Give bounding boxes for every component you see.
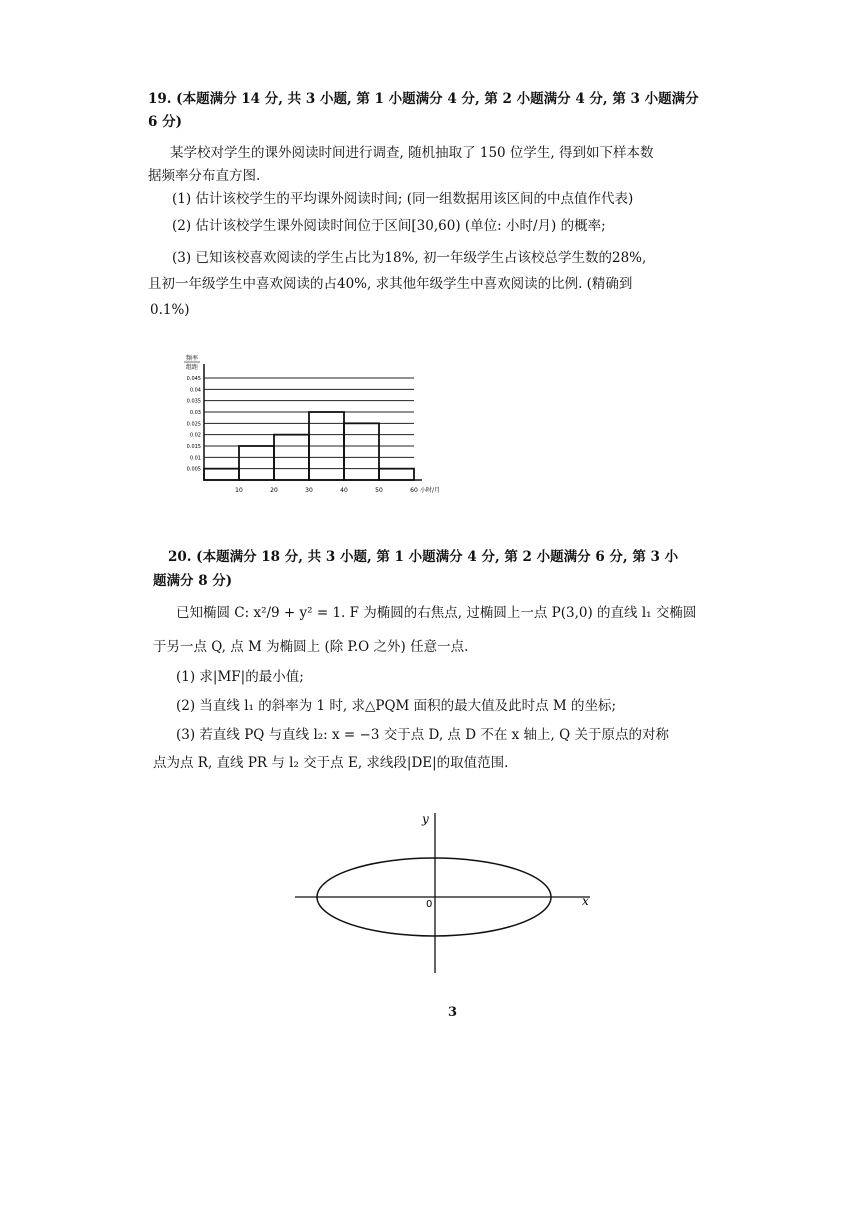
x-tick-label: 60 [410, 487, 418, 494]
q20-intro-line2: 于另一点 Q, 点 M 为椭圆上 (除 P.O 之外) 任意一点. [153, 639, 469, 655]
y-axis-label-top: 频率 [185, 355, 199, 362]
q19-intro-line2: 据频率分布直方图. [148, 168, 261, 184]
x-tick-label: 10 [235, 487, 243, 494]
y-tick-label: 0.025 [186, 421, 201, 428]
q20-header-line1: 20. (本题满分 18 分, 共 3 小题, 第 1 小题满分 4 分, 第 2 小题满分 6 分, 第 3 小 [168, 549, 679, 565]
histogram-bar [379, 469, 414, 480]
x-tick-label: 50 [375, 487, 383, 494]
q20-part1: (1) 求|MF|的最小值; [176, 669, 304, 685]
x-tick-label: 20 [270, 487, 278, 494]
origin-label: 0 [426, 899, 433, 910]
q19-part3-line3: 0.1%) [150, 302, 190, 318]
q19-intro-line1: 某学校对学生的课外阅读时间进行调查, 随机抽取了 150 位学生, 得到如下样本数 [170, 145, 654, 161]
q20-part3-line1: (3) 若直线 PQ 与直线 l₂: x = −3 交于点 D, 点 D 不在 x 轴上, Q 关于原点的对称 [176, 727, 669, 743]
q20-part3-line2: 点为点 R, 直线 PR 与 l₂ 交于点 E, 求线段|DE|的取值范围. [153, 755, 509, 771]
y-tick-label: 0.035 [186, 398, 201, 405]
x-axis-label: 小时/月 [420, 487, 441, 494]
y-tick-label: 0.04 [189, 387, 201, 394]
q19-header-line1: 19. (本题满分 14 分, 共 3 小题, 第 1 小题满分 4 分, 第 2 小题满分 4 分, 第 3 小题满分 [148, 91, 699, 107]
q19-part3-line1: (3) 已知该校喜欢阅读的学生占比为18%, 初一年级学生占该校总学生数的28%, [172, 250, 647, 266]
x-axis-label: x [582, 894, 589, 908]
q20-part2: (2) 当直线 l₁ 的斜率为 1 时, 求△PQM 面积的最大值及此时点 M 的坐标; [176, 698, 617, 714]
y-tick-label: 0.005 [186, 466, 201, 473]
y-axis-label-bottom: 组距 [185, 364, 199, 371]
q20-header-line2: 题满分 8 分) [153, 573, 233, 589]
x-tick-label: 40 [340, 487, 348, 494]
q19-header-line2: 6 分) [148, 114, 182, 130]
q19-part3-line2: 且初一年级学生中喜欢阅读的占40%, 求其他年级学生中喜欢阅读的比例. (精确到 [148, 276, 633, 292]
histogram-bar [344, 423, 379, 480]
y-tick-label: 0.03 [189, 410, 201, 416]
y-axis-label: y [422, 812, 429, 826]
ellipse-figure [290, 805, 600, 980]
q19-part2: (2) 估计该校学生课外阅读时间位于区间[30,60) (单位: 小时/月) 的概率; [172, 218, 606, 234]
y-tick-label: 0.045 [186, 376, 201, 382]
page-number: 3 [448, 1005, 458, 1020]
y-tick-label: 0.02 [189, 432, 201, 439]
x-tick-label: 30 [305, 487, 313, 494]
y-tick-label: 0.01 [189, 455, 201, 462]
histogram-bar [204, 469, 239, 480]
histogram-bar [239, 446, 274, 480]
y-tick-label: 0.015 [186, 444, 201, 450]
q19-part1: (1) 估计该校学生的平均课外阅读时间; (同一组数据用该区间的中点值作代表) [172, 191, 634, 207]
frequency-histogram [170, 350, 460, 500]
q20-intro-line1: 已知椭圆 C: x²/9 + y² = 1. F 为椭圆的右焦点, 过椭圆上一点 P(3,0) 的直线 l₁ 交椭圆 [176, 605, 697, 621]
